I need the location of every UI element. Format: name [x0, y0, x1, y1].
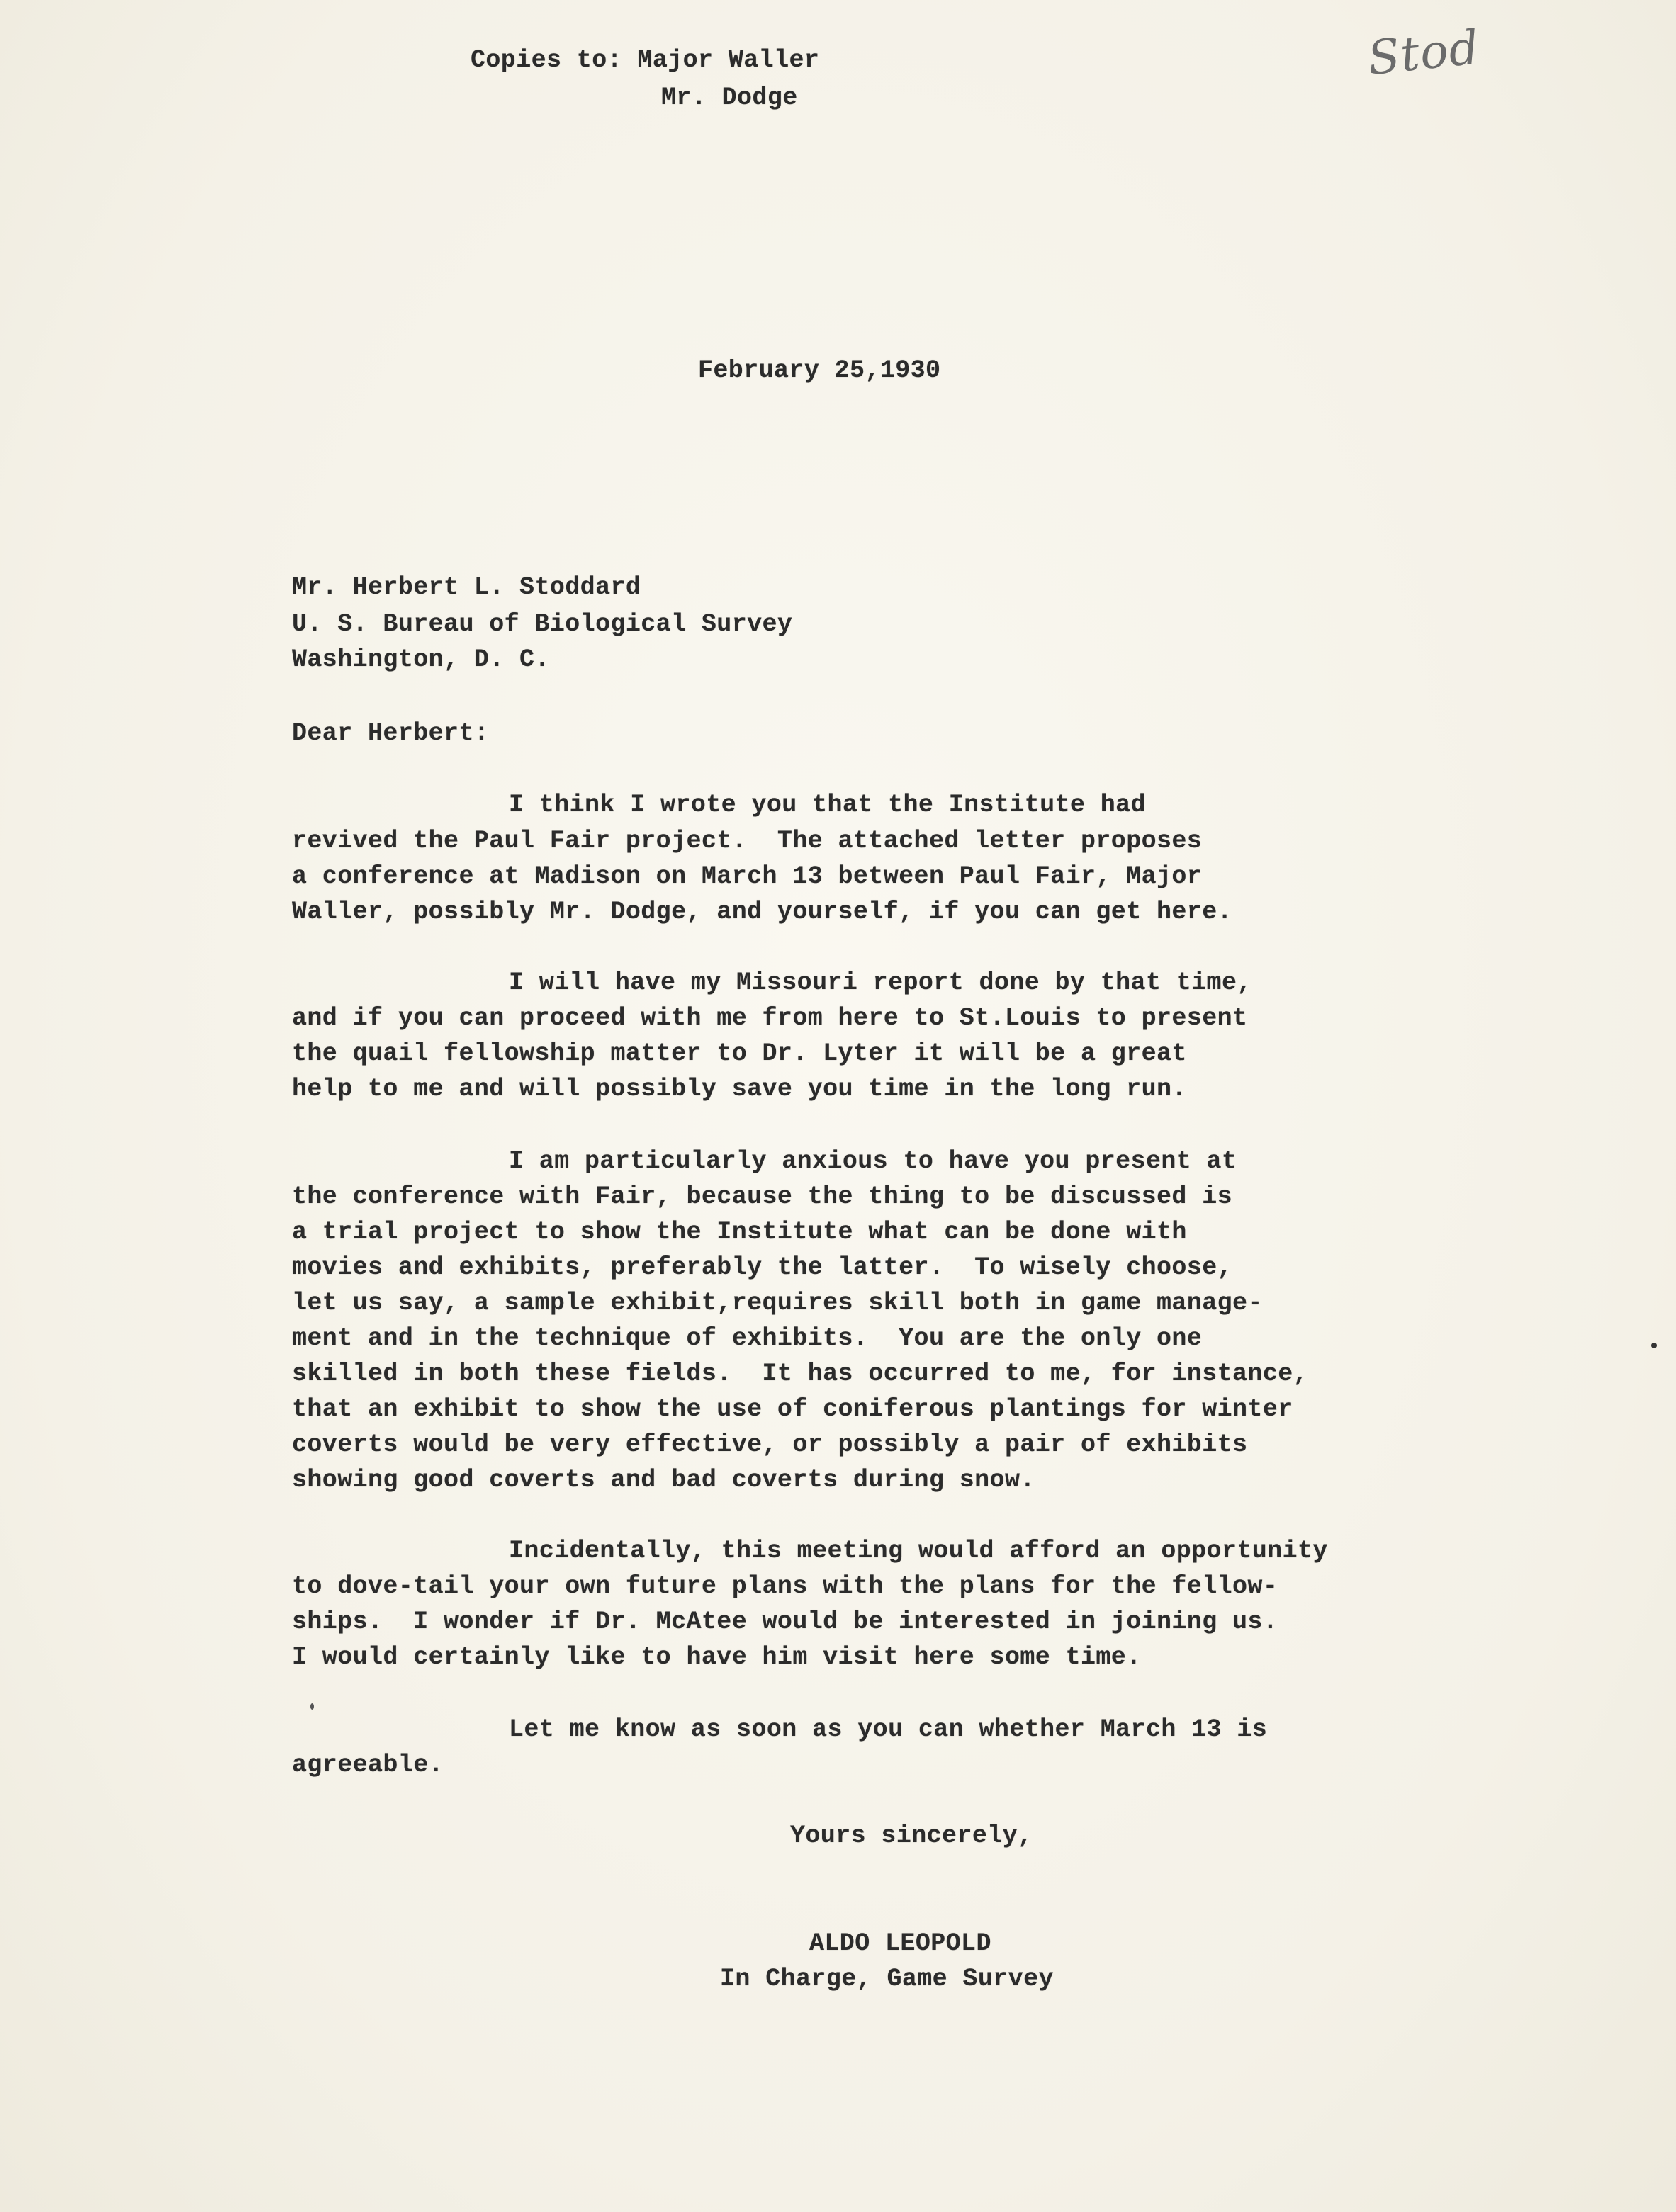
- paragraph-2-line-1: I will have my Missouri report done by that time,: [509, 969, 1252, 997]
- copies-to-line: Copies to: Major Waller: [471, 46, 820, 74]
- recipient-city: Washington, D. C.: [292, 645, 550, 674]
- paragraph-3-line-9: coverts would be very effective, or possibly a pair of exhibits: [292, 1431, 1248, 1459]
- paragraph-3-line-8: that an exhibit to show the use of coniferous plantings for winter: [292, 1395, 1293, 1423]
- recipient-organization: U. S. Bureau of Biological Survey: [292, 610, 793, 638]
- paper-speck: [1651, 1343, 1657, 1348]
- paragraph-1-line-3: a conference at Madison on March 13 between Paul Fair, Major: [292, 862, 1203, 891]
- paper-speck: [310, 1703, 314, 1710]
- paragraph-2-line-2: and if you can proceed with me from here to St.Louis to present: [292, 1004, 1248, 1032]
- salutation: Dear Herbert:: [292, 719, 490, 747]
- signature-title: In Charge, Game Survey: [720, 1965, 1054, 1993]
- signature-name: ALDO LEOPOLD: [809, 1929, 991, 1958]
- paragraph-4-line-3: ships. I wonder if Dr. McAtee would be interested in joining us.: [292, 1608, 1278, 1636]
- paragraph-1-line-4: Waller, possibly Mr. Dodge, and yourself, if you can get here.: [292, 898, 1233, 926]
- paragraph-2-line-3: the quail fellowship matter to Dr. Lyter it will be a great: [292, 1039, 1187, 1068]
- paragraph-2-line-4: help to me and will possibly save you time in the long run.: [292, 1075, 1187, 1103]
- paragraph-1-line-2: revived the Paul Fair project. The attached letter proposes: [292, 827, 1203, 855]
- paragraph-3-line-7: skilled in both these fields. It has occurred to me, for instance,: [292, 1360, 1309, 1388]
- paragraph-4-line-4: I would certainly like to have him visit here some time.: [292, 1643, 1142, 1671]
- copies-to-second: Mr. Dodge: [661, 84, 798, 112]
- paragraph-3-line-1: I am particularly anxious to have you present at: [509, 1147, 1237, 1175]
- paragraph-5-line-2: agreeable.: [292, 1751, 444, 1779]
- handwritten-note: Stod: [1365, 19, 1483, 86]
- letter-date: February 25,1930: [698, 356, 941, 385]
- paragraph-3-line-3: a trial project to show the Institute what can be done with: [292, 1218, 1187, 1246]
- paragraph-3-line-10: showing good coverts and bad coverts during snow.: [292, 1466, 1035, 1494]
- paragraph-3-line-6: ment and in the technique of exhibits. You are the only one: [292, 1324, 1203, 1353]
- paragraph-5-line-1: Let me know as soon as you can whether March 13 is: [509, 1715, 1268, 1744]
- paragraph-4-line-1: Incidentally, this meeting would afford an opportunity: [509, 1537, 1328, 1565]
- paragraph-1-line-1: I think I wrote you that the Institute had: [509, 791, 1146, 819]
- recipient-name: Mr. Herbert L. Stoddard: [292, 573, 641, 602]
- paragraph-3-line-2: the conference with Fair, because the thing to be discussed is: [292, 1183, 1233, 1211]
- paragraph-3-line-4: movies and exhibits, preferably the latter. To wisely choose,: [292, 1253, 1233, 1282]
- closing: Yours sincerely,: [790, 1822, 1033, 1850]
- paragraph-3-line-5: let us say, a sample exhibit,requires skill both in game manage-: [292, 1289, 1263, 1317]
- paragraph-4-line-2: to dove-tail your own future plans with the plans for the fellow-: [292, 1572, 1278, 1601]
